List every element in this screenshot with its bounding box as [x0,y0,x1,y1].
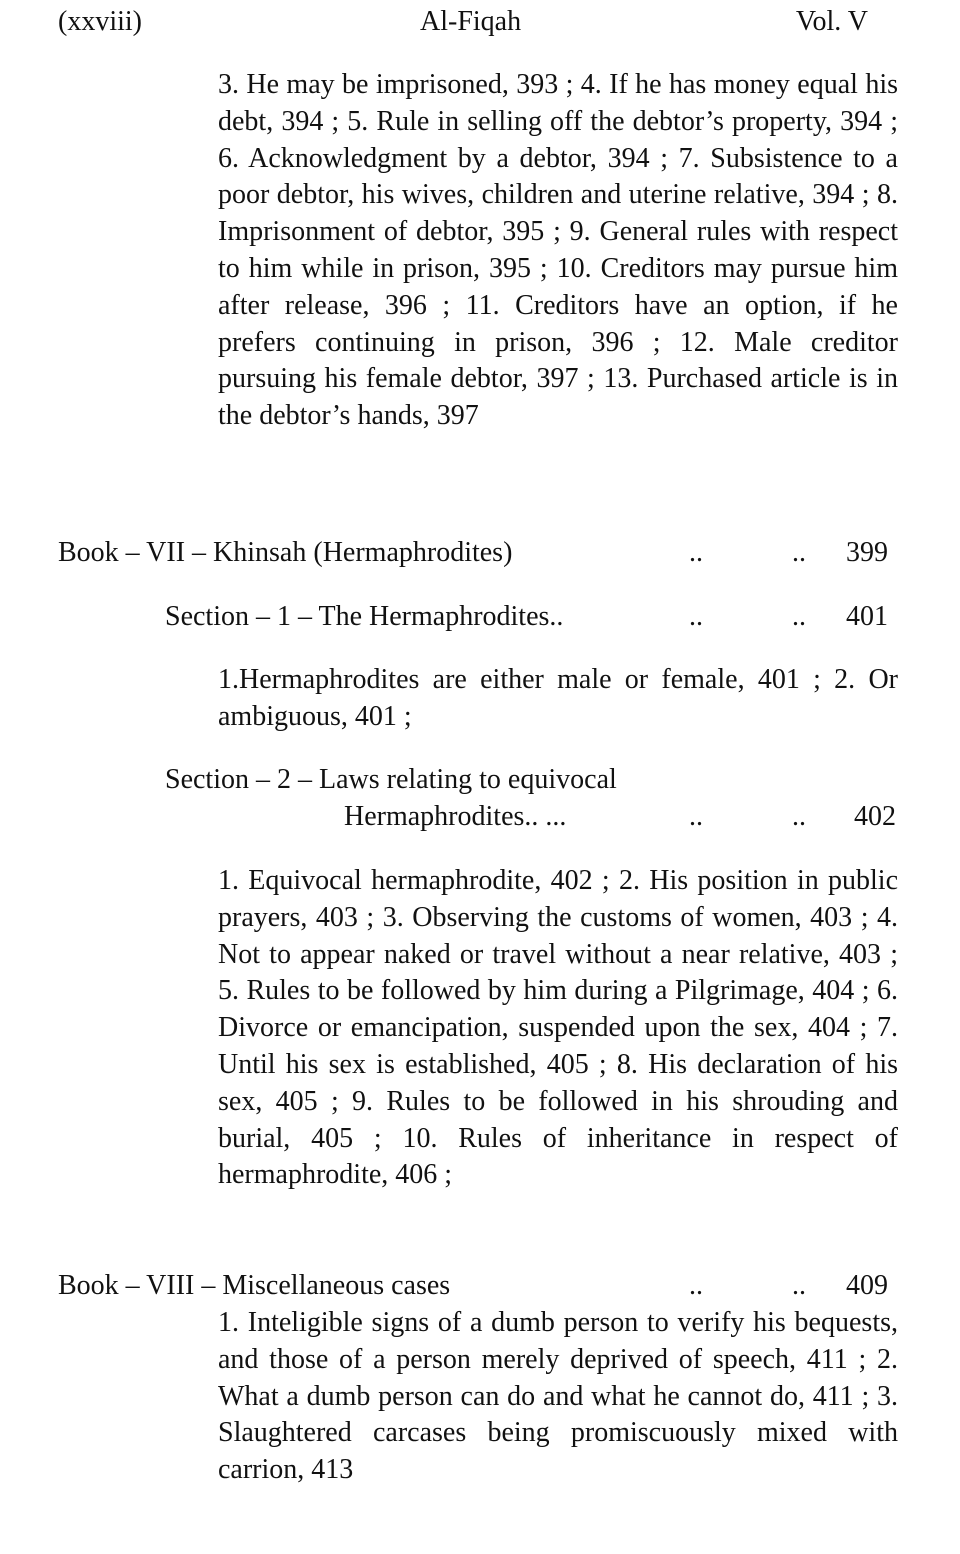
toc-page-number: 409 [846,1270,888,1301]
toc-leader: .. [689,801,703,832]
toc-page-number: 399 [846,537,888,568]
running-header [58,4,888,44]
toc-entry-title-continued: Hermaphrodites.. ... [344,801,567,832]
page-number: (xxviii) [58,6,142,37]
toc-entry-title: Section – 2 – Laws relating to equivocal [165,764,617,795]
toc-leader: .. [792,537,806,568]
toc-leader: .. [792,601,806,632]
contents-paragraph-intro: 3. He may be imprisoned, 393 ; 4. If he has money equal his debt, 394 ; 5. Rule in selling off the debtor’s property, 394 ; 6. Acknowledgment by a debtor, 394 ; 7. Subsistence to a poor debtor, his wives, children and uterine relative, 394 ; 8. Imprisonment of debtor, 395 ; 9. General rules with respect to him while in prison, 395 ; 10. Creditors may pursue him after release, 396 ; 11. Creditors have an option, if he prefers continuing in prison, 396 ; 12. Male creditor pursuing his female debtor, 397 ; 13. Purchased article is in the debtor’s hands, 397 [218,69,898,432]
toc-page-number: 401 [846,601,888,632]
contents-paragraph-book-8: 1. Inteligible signs of a dumb person to verify his bequests, and those of a person merely deprived of speech, 411 ; 2. What a dumb person can do and what he cannot do, 411 ; 3. Slaughtered carcases being promiscuously mixed with carrion, 413 [218,1307,898,1486]
toc-leader: .. [689,1270,703,1301]
volume-label: Vol. V [795,6,868,37]
toc-page-number: 402 [854,801,896,832]
toc-leader: .. [792,801,806,832]
toc-entry-title: Section – 1 – The Hermaphrodites.. [165,601,564,632]
book-title: Al-Fiqah [420,6,522,37]
toc-leader: .. [689,537,703,568]
toc-entry-title: Book – VIII – Miscellaneous cases [58,1270,451,1301]
toc-leader: .. [792,1270,806,1301]
toc-entry-title: Book – VII – Khinsah (Hermaphrodites) [58,537,513,568]
contents-paragraph-section-1: 1.Hermaphrodites are either male or female, 401 ; 2. Or ambiguous, 401 ; [218,664,898,732]
contents-paragraph-section-2: 1. Equivocal hermaphrodite, 402 ; 2. His position in public prayers, 403 ; 3. Observing the customs of women, 403 ; 4. Not to appear naked or travel without a near relative, 403 ; 5. Rules to be followed by him during a Pilgrimage, 404 ; 6. Divorce or emancipation, suspended upon the sex, 404 ; 7. Until his sex is established, 405 ; 8. His declaration of his sex, 405 ; 9. Rules to be followed in his shrouding and burial, 405 ; 10. Rules of inheritance in respect of hermaphrodite, 406 ; [218,865,898,1191]
toc-leader: .. [689,601,703,632]
